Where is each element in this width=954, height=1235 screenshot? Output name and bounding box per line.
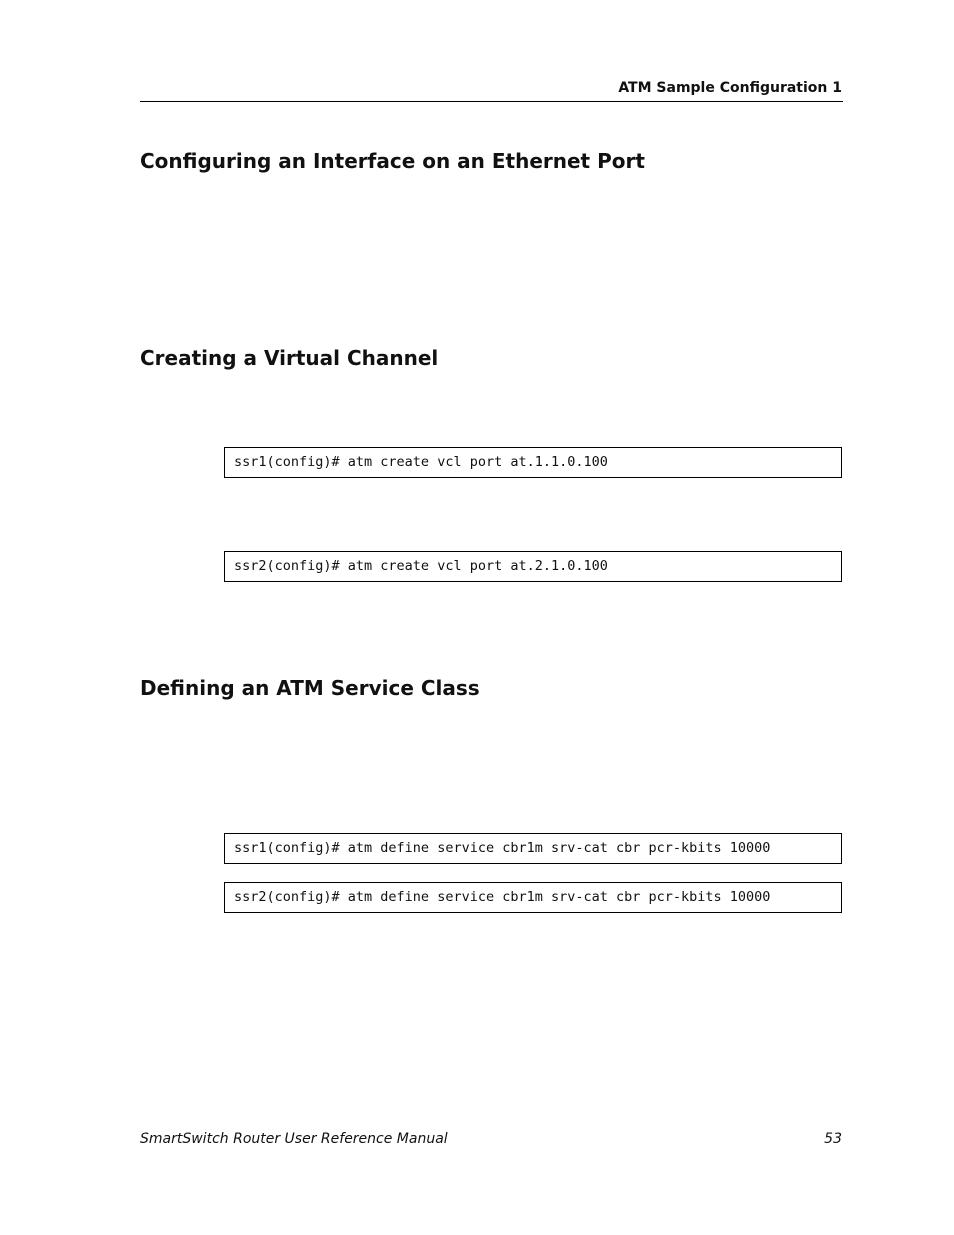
code-box-vcl-ssr1 [224,447,842,478]
command-line: ssr1(config)# atm create vcl port at.1.1.0.100 [234,454,608,470]
footer-manual-title: SmartSwitch Router User Reference Manual [140,1131,448,1147]
header-rule [140,101,843,102]
footer-page-number: 53 [824,1131,842,1147]
section-heading-virtual-channel: Creating a Virtual Channel [140,346,439,370]
running-header-title: ATM Sample Configuration 1 [618,80,842,96]
command-line: ssr2(config)# atm create vcl port at.2.1.0.100 [234,558,608,574]
command-line: ssr2(config)# atm define service cbr1m srv-cat cbr pcr-kbits 10000 [234,889,771,905]
section-heading-ethernet-interface: Configuring an Interface on an Ethernet Port [140,149,645,173]
code-box-service-ssr1 [224,833,842,864]
code-box-vcl-ssr2 [224,551,842,582]
code-box-service-ssr2 [224,882,842,913]
section-heading-atm-service-class: Defining an ATM Service Class [140,676,480,700]
command-line: ssr1(config)# atm define service cbr1m srv-cat cbr pcr-kbits 10000 [234,840,771,856]
